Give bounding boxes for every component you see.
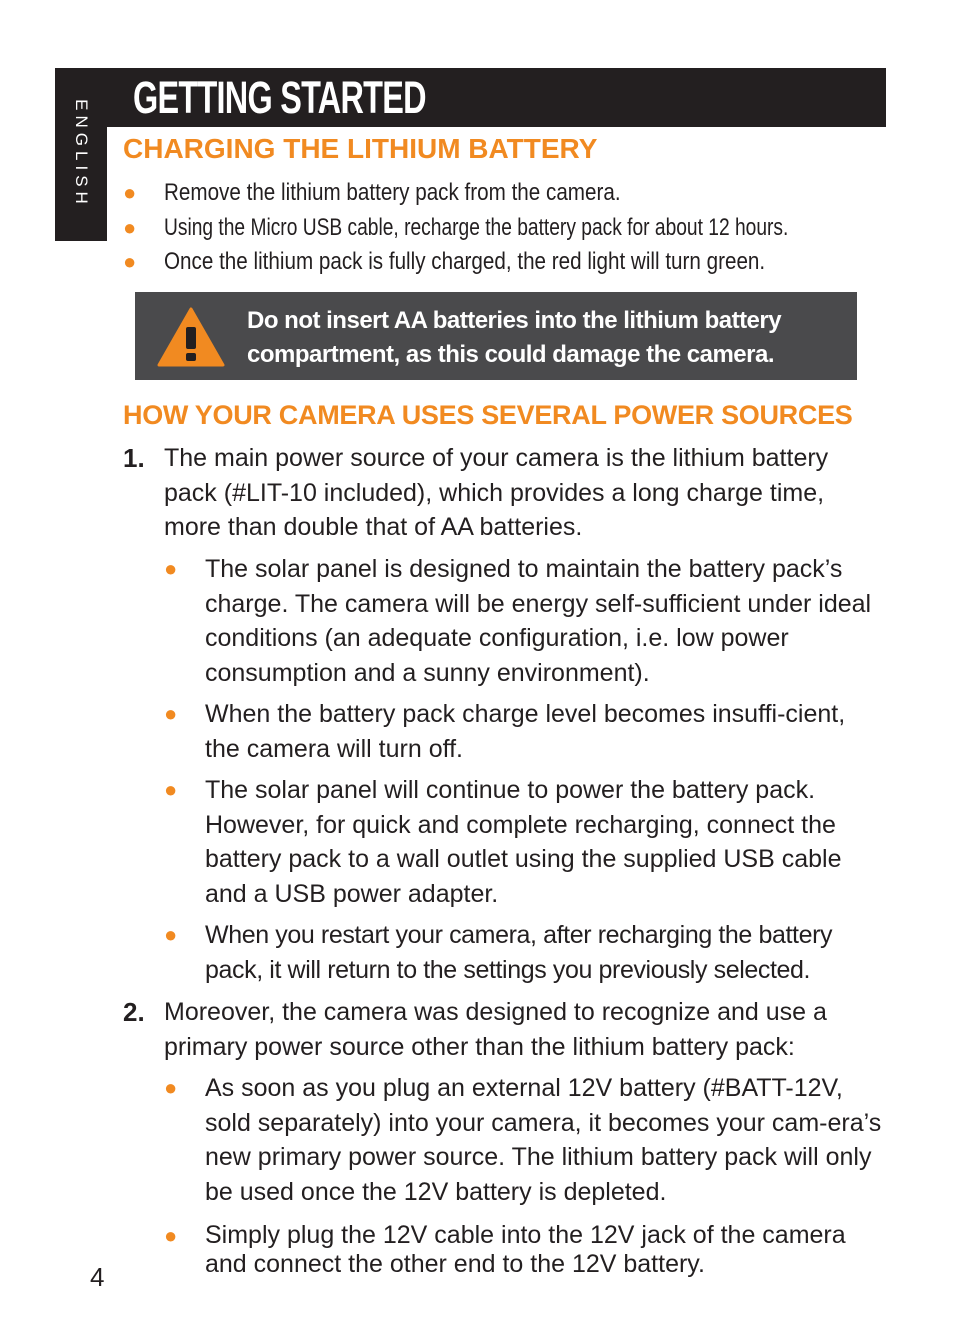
item-number: 2. <box>123 997 145 1027</box>
bullet-text: Using the Micro USB cable, recharge the battery pack for about 12 hours. <box>164 213 789 241</box>
warning-line-1: Do not insert AA batteries into the lithium battery <box>247 307 782 334</box>
bullet-text: When the battery pack charge level becomes insuffi-cient, the camera will turn off. <box>205 700 846 763</box>
bullet-text: Remove the lithium battery pack from the camera. <box>164 179 621 206</box>
bullet-dot: ● <box>164 1075 178 1100</box>
language-label: ENGLISH <box>72 99 91 209</box>
list-item <box>123 176 944 211</box>
charging-bullet-list <box>123 176 944 280</box>
section-title-power: HOW YOUR CAMERA USES SEVERAL POWER SOURCES <box>123 400 853 430</box>
bullet-text: Once the lithium pack is fully charged, the red light will turn green. <box>164 248 766 275</box>
item-text: Moreover, the camera was designed to recognize and use a primary power source other than the lithium battery pack: <box>164 998 827 1061</box>
list-item <box>123 211 944 246</box>
bullet-dot: ● <box>164 701 178 726</box>
bullet-dot: ● <box>164 1223 178 1248</box>
page-title: GETTING STARTED <box>133 72 426 123</box>
bullet-text: The solar panel will continue to power the battery pack. However, for quick and complete recharging, connect the battery pack to a wall outlet using the supplied USB cable and a USB power adapter. <box>205 776 842 908</box>
page-number: 4 <box>90 1262 105 1292</box>
list-item <box>164 697 886 766</box>
list-item <box>164 1221 886 1279</box>
item-text: The main power source of your camera is the lithium battery pack (#LIT-10 included), which provides a long charge time, more than double that of AA batteries. <box>164 444 829 541</box>
item-2-bullet-list <box>164 1071 886 1279</box>
bullet-text: The solar panel is designed to maintain the battery pack’s charge. The camera will be energy self-sufficient under ideal conditions (an adequate configuration, i.e. low power consumption and a sunny environment). <box>205 555 872 687</box>
list-item <box>123 245 944 280</box>
bullet-text: Simply plug the 12V cable into the 12V jack of the camera and connect the other end to the 12V battery. <box>205 1221 846 1278</box>
list-item <box>164 1071 886 1209</box>
section-title-charging: CHARGING THE LITHIUM BATTERY <box>123 133 598 164</box>
warning-icon <box>157 307 225 367</box>
language-tab <box>55 68 107 241</box>
list-item <box>164 773 886 911</box>
warning-line-2: compartment, as this could damage the camera. <box>247 341 775 368</box>
bullet-dot: ● <box>164 556 178 581</box>
item-number: 1. <box>123 443 145 473</box>
bullet-dot: ● <box>123 249 137 274</box>
item-1-bullet-list <box>164 552 886 987</box>
header-bar <box>107 68 886 127</box>
warning-box <box>135 292 857 380</box>
warning-text <box>247 304 781 372</box>
bullet-dot: ● <box>123 180 137 205</box>
bullet-text: When you restart your camera, after recharging the battery pack, it will return to the settings you previously selected. <box>205 921 833 984</box>
list-item <box>164 552 886 690</box>
bullet-dot: ● <box>123 214 137 240</box>
bullet-dot: ● <box>164 777 178 802</box>
bullet-dot: ● <box>164 922 177 947</box>
bullet-text: As soon as you plug an external 12V battery (#BATT-12V, sold separately) into your camera, it becomes your cam-era’s new primary power source. The lithium battery pack will only be used once the 12V battery is depleted. <box>205 1074 882 1206</box>
list-item <box>164 918 886 987</box>
